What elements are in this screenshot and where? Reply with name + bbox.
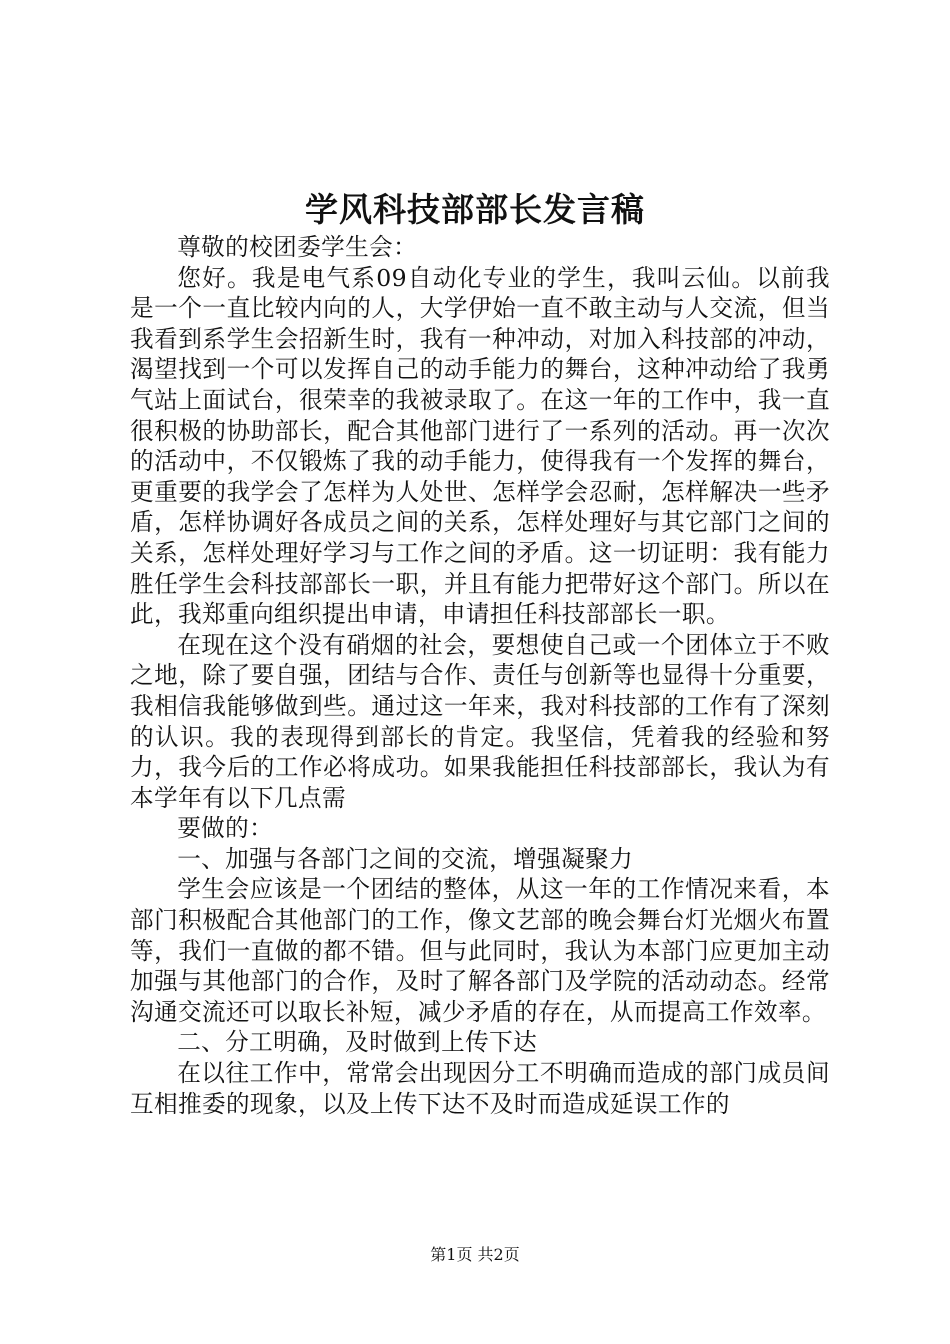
document-title: 学风科技部部长发言稿	[305, 190, 645, 229]
paragraph: 学生会应该是一个团结的整体，从这一年的工作情况来看，本部门积极配合其他部门的工作，像文艺部的晚会舞台灯光烟火布置等，我们一直做的都不错。但与此同时，我认为本部门应更加主动加强与其他部门的合作，及时了解各部门及学院的活动动态。经常沟通交流还可以取长补短，减少矛盾的存在，从而提高工作效率。	[130, 875, 830, 1026]
section-heading: 一、加强与各部门之间的交流，增强凝聚力	[177, 844, 634, 873]
document-body	[130, 232, 830, 1119]
paragraph: 在以往工作中，常常会出现因分工不明确而造成的部门成员间互相推委的现象，以及上传下达不及时而造成延误工作的	[130, 1059, 830, 1118]
paragraph: 在现在这个没有硝烟的社会，要想使自己或一个团体立于不败之地，除了要自强，团结与合作、责任与创新等也显得十分重要，我相信我能够做到些。通过这一年来，我对科技部的工作有了深刻的认识。我的表现得到部长的肯定。我坚信，凭着我的经验和努力，我今后的工作必将成功。如果我能担任科技部部长，我认为有本学年有以下几点需	[130, 630, 830, 812]
page-footer: 第1页 共2页	[430, 1245, 520, 1264]
salutation: 尊敬的校团委学生会：	[177, 233, 418, 261]
paragraph: 您好。我是电气系09自动化专业的学生，我叫云仙。以前我是一个一直比较内向的人，大学伊始一直不敢主动与人交流，但当我看到系学生会招新生时，我有一种冲动，对加入科技部的冲动，渴望找到一个可以发挥自己的动手能力的舞台，这种冲动给了我勇气站上面试台，很荣幸的我被录取了。在这一年的工作中，我一直很积极的协助部长，配合其他部门进行了一系列的活动。再一次次的活动中，不仅锻炼了我的动手能力，使得我有一个发挥的舞台，更重要的我学会了怎样为人处世、怎样学会忍耐，怎样解决一些矛盾，怎样协调好各成员之间的关系，怎样处理好与其它部门之间的关系，怎样处理好学习与工作之间的矛盾。这一切证明：我有能力胜任学生会科技部部长一职，并且有能力把带好这个部门。所以在此，我郑重向组织提出申请，申请担任科技部部长一职。	[130, 263, 830, 629]
section-heading: 二、分工明确，及时做到上传下达	[177, 1028, 538, 1057]
paragraph: 要做的：	[177, 814, 274, 843]
